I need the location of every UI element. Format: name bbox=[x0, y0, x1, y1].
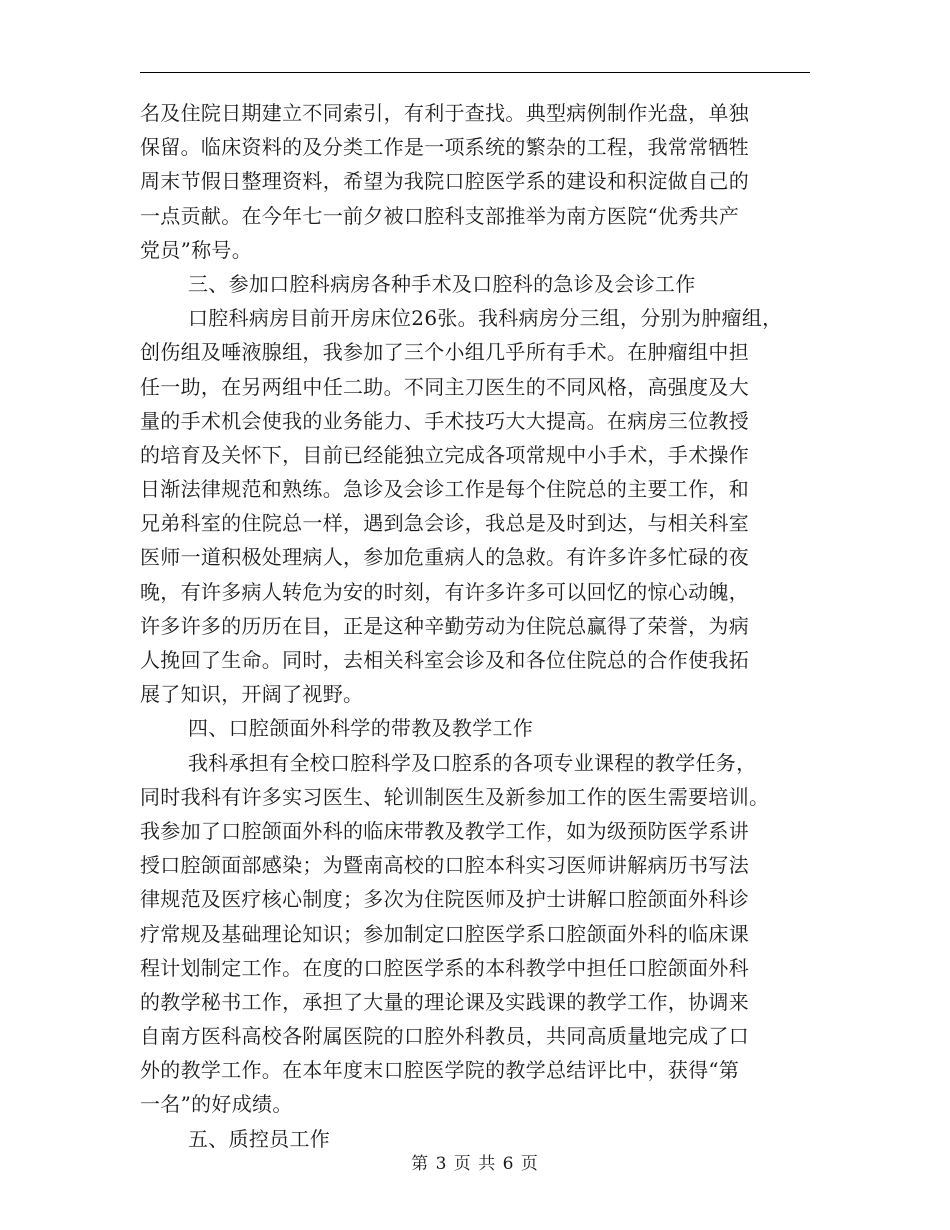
paragraph-start-line: 五、质控员工作 bbox=[188, 1126, 331, 1151]
text-line: 创伤组及唾液腺组，我参加了三个小组几乎所有手术。在肿瘤组中担 bbox=[140, 340, 749, 365]
text-line: 日渐法律规范和熟练。急诊及会诊工作是每个住院总的主要工作，和 bbox=[140, 477, 749, 502]
text-line: 晚，有许多病人转危为安的时刻，有许多许多可以回忆的惊心动魄， bbox=[140, 579, 749, 604]
text-line: 自南方医科高校各附属医院的口腔外科教员，共同高质量地完成了口 bbox=[140, 1024, 749, 1049]
text-line: 的培育及关怀下，目前已经能独立完成各项常规中小手术，手术操作 bbox=[140, 442, 749, 467]
paragraph-start-line: 三、参加口腔科病房各种手术及口腔科的急诊及会诊工作 bbox=[188, 271, 696, 296]
header-rule bbox=[140, 72, 810, 73]
text-line: 周末节假日整理资料，希望为我院口腔医学系的建设和积淀做自己的 bbox=[140, 169, 749, 194]
text-line: 外的教学工作。在本年度末口腔医学院的教学总结评比中，获得“第 bbox=[140, 1058, 740, 1083]
text-line: 一名”的好成绩。 bbox=[140, 1092, 293, 1117]
text-line: 兄弟科室的住院总一样，遇到急会诊，我总是及时到达，与相关科室 bbox=[140, 511, 749, 536]
text-line: 许多许多的历历在目，正是这种辛勤劳动为住院总赢得了荣誉，为病 bbox=[140, 613, 749, 638]
text-line: 名及住院日期建立不同索引，有利于查找。典型病例制作光盘，单独 bbox=[140, 101, 749, 125]
paragraph-start-line: 四、口腔颌面外科学的带教及教学工作 bbox=[188, 716, 534, 741]
text-line: 程计划制定工作。在度的口腔医学系的本科教学中担任口腔颌面外科 bbox=[140, 955, 749, 980]
paragraph-start-line: 口腔科病房目前开房床位26张。我科病房分三组，分别为肿瘤组， bbox=[188, 306, 783, 331]
text-line: 授口腔颌面部感染；为暨南高校的口腔本科实习医师讲解病历书写法 bbox=[140, 853, 749, 878]
text-line: 同时我科有许多实习医生、轮训制医生及新参加工作的医生需要培训。 bbox=[140, 784, 770, 809]
text-line: 人挽回了生命。同时，去相关科室会诊及和各位住院总的合作使我拓 bbox=[140, 648, 749, 672]
paragraph-start-line: 我科承担有全校口腔科学及口腔系的各项专业课程的教学任务， bbox=[188, 750, 757, 775]
text-line: 医师一道积极处理病人，参加危重病人的急救。有许多许多忙碌的夜 bbox=[140, 545, 749, 570]
text-line: 律规范及医疗核心制度；多次为住院医师及护士讲解口腔颌面外科诊 bbox=[140, 887, 749, 912]
text-line: 的教学秘书工作，承担了大量的理论课及实践课的教学工作，协调来 bbox=[140, 989, 749, 1014]
document-body bbox=[140, 96, 815, 1156]
text-line: 量的手术机会使我的业务能力、手术技巧大大提高。在病房三位教授 bbox=[140, 408, 749, 433]
page-number: 第 3 页 共 6 页 bbox=[411, 1154, 539, 1174]
text-line: 一点贡献。在今年七一前夕被口腔科支部推举为南方医院“优秀共产 bbox=[140, 203, 740, 228]
text-line: 展了知识，开阔了视野。 bbox=[140, 682, 364, 707]
text-line: 任一助，在另两组中任二助。不同主刀医生的不同风格，高强度及大 bbox=[140, 374, 749, 399]
text-line: 党员”称号。 bbox=[140, 237, 253, 262]
text-line: 疗常规及基础理论知识；参加制定口腔医学系口腔颌面外科的临床课 bbox=[140, 921, 749, 946]
text-line: 保留。临床资料的及分类工作是一项系统的繁杂的工程，我常常牺牲 bbox=[140, 135, 749, 160]
text-line: 我参加了口腔颌面外科的临床带教及教学工作，如为级预防医学系讲 bbox=[140, 818, 749, 843]
